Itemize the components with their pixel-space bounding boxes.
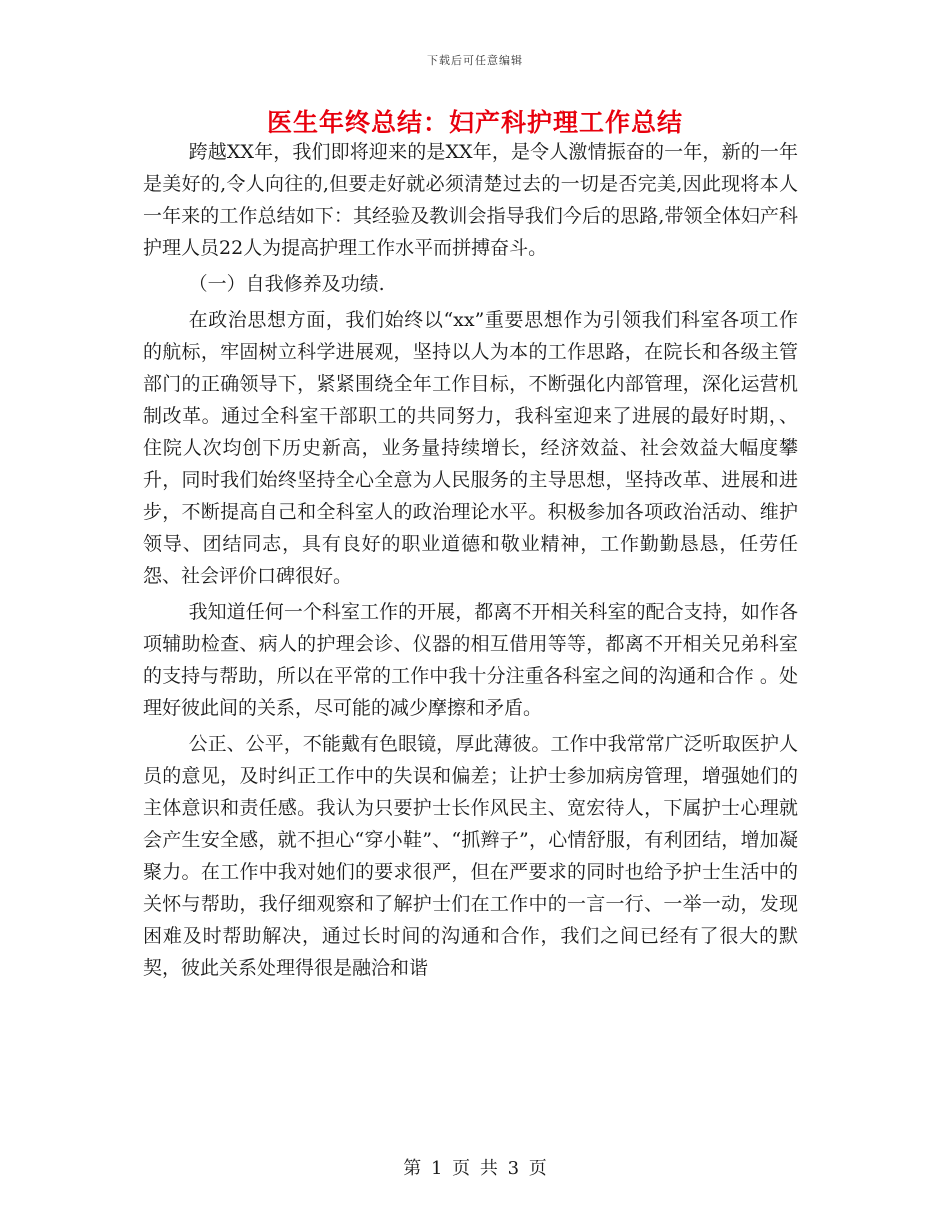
header-note: 下载后可任意编辑 — [427, 54, 523, 67]
page-number: 第 1 页 共 3 页 — [403, 1158, 547, 1179]
document-body — [143, 136, 798, 988]
section-heading: （一）自我修养及功绩. — [188, 273, 385, 295]
paragraph-intro: 跨越XX年，我们即将迎来的是XX年，是令人激情振奋的一年，新的一年是美好的,令人向往的,但要走好就必须清楚过去的一切是否完美,因此现将本人一年来的工作总结如下：其经验及教训会指导我们今后的思路,带领全体妇产科护理人员22人为提高护理工作水平而拼搏奋斗。 — [143, 141, 798, 259]
paragraph-politics: 在政治思想方面，我们始终以“xx”重要思想作为引领我们科室各项工作的航标，牢固树立科学进展观，坚持以人为本的工作思路，在院长和各级主管部门的正确领导下，紧紧围绕全年工作目标，不断强化内部管理，深化运营机制改革。通过全科室干部职工的共同努力，我科室迎来了进展的最好时期，、住院人次均创下历史新高，业务量持续增长，经济效益、社会效益大幅度攀升，同时我们始终坚持全心全意为人民服务的主导思想，坚持改革、进展和进步，不断提高自己和全科室人的政治理论水平。积极参加各项政治活动、维护领导、团结同志，具有良好的职业道德和敬业精神，工作勤勤恳恳，任劳任怨、社会评价口碑很好。 — [143, 309, 798, 587]
paragraph-fairness: 公正、公平，不能戴有色眼镜，厚此薄彼。工作中我常常广泛听取医护人员的意见，及时纠正工作中的失误和偏差；让护士参加病房管理，增强她们的主体意识和责任感。我认为只要护士长作风民主、宽宏待人，下属护士心理就会产生安全感，就不担心“穿小鞋”、“抓辫子”，心情舒服，有利团结，增加凝聚力。在工作中我对她们的要求很严，但在严要求的同时也给予护士生活中的关怀与帮助，我仔细观察和了解护士们在工作中的一言一行、一举一动，发现困难及时帮助解决，通过长时间的沟通和合作，我们之间已经有了很大的默契，彼此关系处理得很是融洽和谐 — [143, 733, 798, 979]
paragraph-cooperation: 我知道任何一个科室工作的开展，都离不开相关科室的配合支持，如作各项辅助检查、病人的护理会诊、仪器的相互借用等等，都离不开相关兄弟科室的支持与帮助，所以在平常的工作中我十分注重各科室之间的沟通和合作 。处理好彼此间的关系，尽可能的减少摩擦和矛盾。 — [143, 601, 798, 719]
document-title: 医生年终总结：妇产科护理工作总结 — [266, 108, 683, 137]
